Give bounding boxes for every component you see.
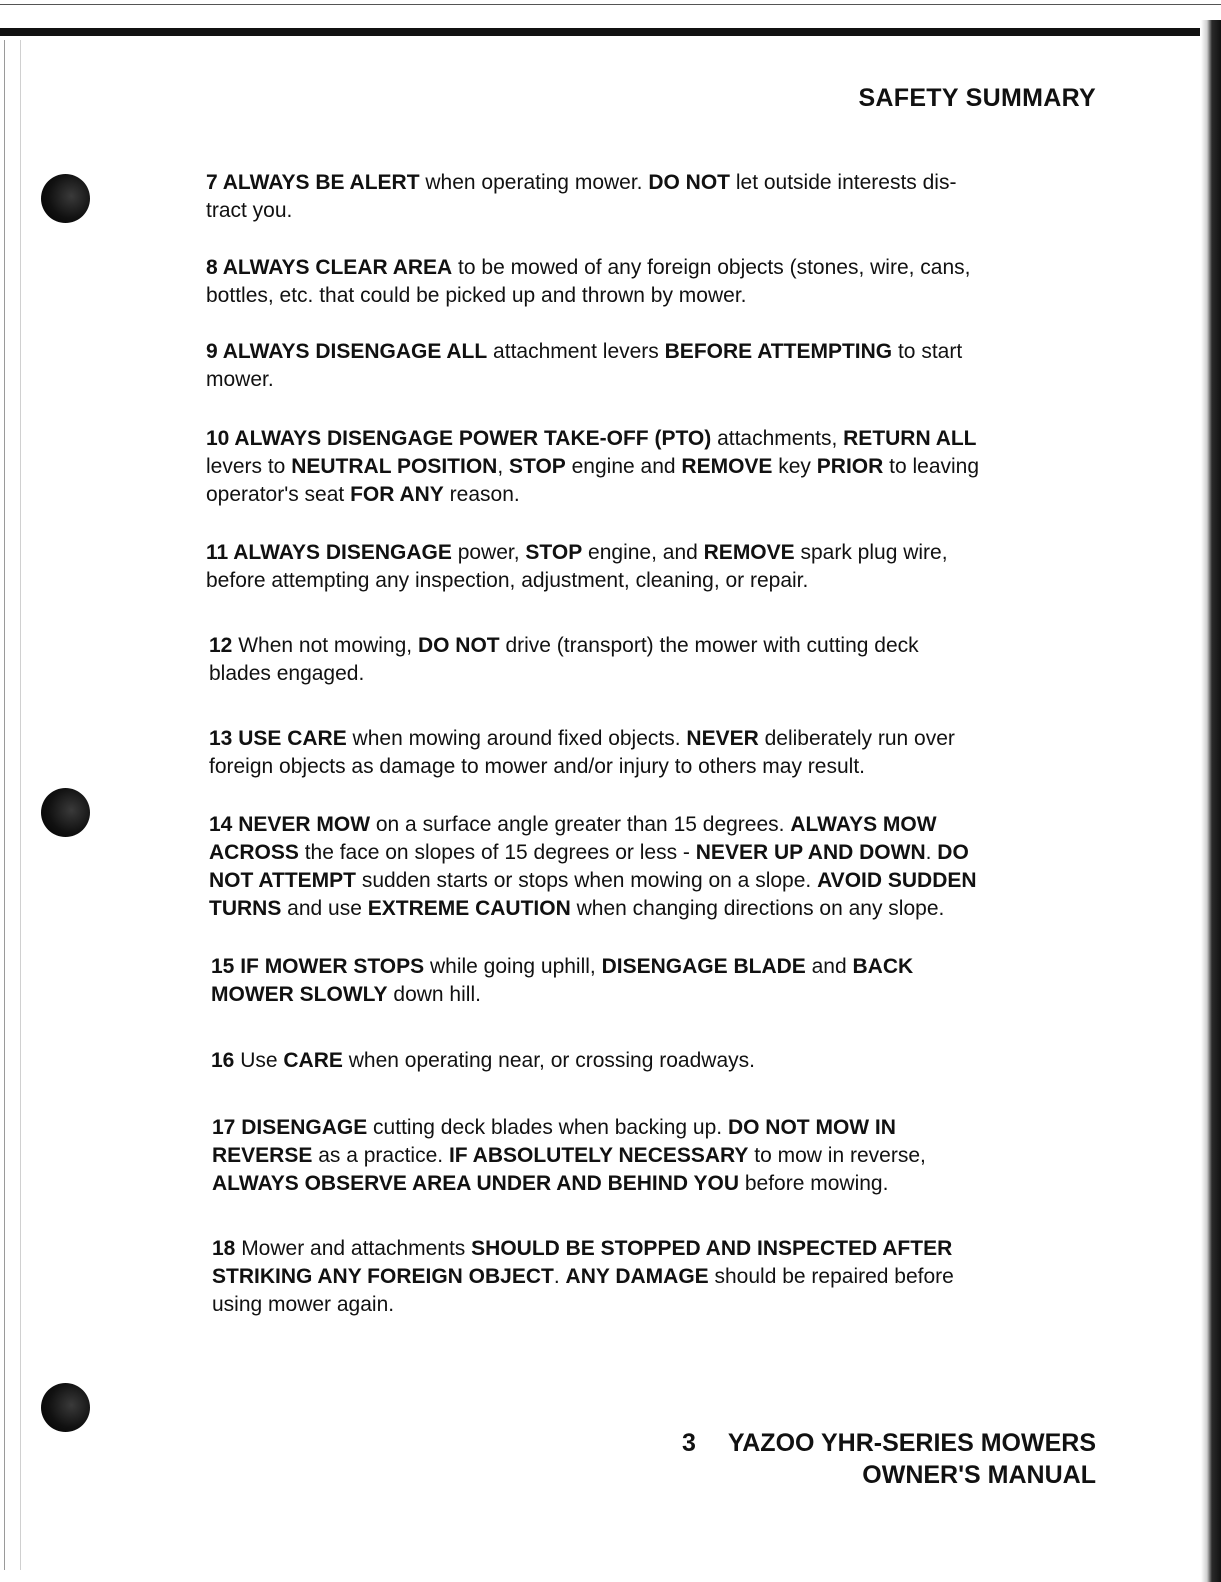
- item-line: [209, 660, 919, 688]
- safety-item-14: [209, 811, 977, 923]
- body-text: should be repaired before: [708, 1265, 954, 1288]
- bold-text: ACROSS: [209, 841, 299, 864]
- bold-text: NEVER UP AND DOWN: [695, 841, 926, 864]
- body-text: and: [805, 955, 853, 978]
- body-text: deliberately run over: [758, 727, 955, 750]
- safety-item-9: [206, 338, 962, 394]
- bold-text: REMOVE: [703, 541, 795, 564]
- body-text: when operating mower.: [419, 171, 649, 194]
- bold-text: AVOID SUDDEN: [817, 869, 977, 892]
- bold-text: BEFORE ATTEMPTING: [664, 340, 893, 363]
- bold-text: RETURN ALL: [843, 427, 977, 450]
- body-text: to mow in reverse,: [748, 1144, 926, 1167]
- item-line: [209, 895, 977, 923]
- body-text: spark plug wire,: [794, 541, 948, 564]
- item-line: [206, 481, 979, 509]
- bold-text: ALWAYS MOW: [790, 813, 937, 836]
- bold-text: REVERSE: [212, 1144, 313, 1167]
- item-line: [206, 282, 970, 310]
- body-text: bottles, etc. that could be picked up and thrown by mower.: [206, 284, 747, 307]
- footer-line-2: OWNER'S MANUAL: [862, 1461, 1096, 1489]
- body-text: sudden starts or stops when mowing on a slope.: [355, 869, 818, 892]
- bold-text: NEVER: [686, 727, 759, 750]
- body-text: as a practice.: [312, 1144, 449, 1167]
- item-line: [212, 1235, 954, 1263]
- body-text: .: [553, 1265, 566, 1288]
- bold-text: CARE: [283, 1049, 343, 1072]
- body-text: before mowing.: [739, 1172, 889, 1195]
- item-line: [209, 839, 977, 867]
- body-text: when changing directions on any slope.: [570, 897, 945, 920]
- body-text: let outside interests dis-: [730, 171, 957, 194]
- item-line: [206, 169, 956, 197]
- body-text: to leaving: [883, 455, 980, 478]
- scan-top-line: [0, 4, 1221, 5]
- item-line: [209, 753, 955, 781]
- item-line: [206, 567, 948, 595]
- safety-item-8: [206, 254, 970, 310]
- item-line: [209, 725, 955, 753]
- body-text: operator's seat: [206, 483, 351, 506]
- item-line: [212, 1142, 926, 1170]
- body-text: on a surface angle greater than 15 degrees.: [370, 813, 791, 836]
- item-line: [209, 867, 977, 895]
- item-line: [209, 811, 977, 839]
- body-text: reason.: [443, 483, 520, 506]
- scan-top-border: [0, 28, 1200, 36]
- item-line: [206, 425, 979, 453]
- bold-text: 11 ALWAYS DISENGAGE: [206, 541, 452, 564]
- body-text: down hill.: [387, 983, 481, 1006]
- page-footer: [682, 1427, 1096, 1491]
- safety-item-10: [206, 425, 979, 509]
- body-text: Use: [234, 1049, 284, 1072]
- item-line: [212, 1114, 926, 1142]
- item-line: [206, 539, 948, 567]
- safety-item-11: [206, 539, 948, 595]
- safety-item-18: [212, 1235, 954, 1319]
- body-text: using mower again.: [212, 1293, 395, 1316]
- body-text: to be mowed of any foreign objects (stones, wire, cans,: [452, 256, 971, 279]
- bold-text: 16: [211, 1049, 235, 1072]
- body-text: drive (transport) the mower with cutting deck: [499, 634, 919, 657]
- item-line: [206, 366, 962, 394]
- item-line: [206, 197, 956, 225]
- bold-text: 17 DISENGAGE: [212, 1116, 368, 1139]
- bold-text: 7 ALWAYS BE ALERT: [206, 171, 420, 194]
- safety-item-17: [212, 1114, 926, 1198]
- safety-item-15: [211, 953, 913, 1009]
- body-text: engine, and: [582, 541, 704, 564]
- item-line: [206, 254, 970, 282]
- bold-text: FOR ANY: [350, 483, 444, 506]
- bold-text: NEUTRAL POSITION: [291, 455, 498, 478]
- footer-line-1: [682, 1427, 1096, 1459]
- body-text: blades engaged.: [209, 662, 365, 685]
- bold-text: DO NOT: [648, 171, 731, 194]
- safety-item-7: [206, 169, 956, 225]
- body-text: When not mowing,: [232, 634, 418, 657]
- bold-text: DISENGAGE BLADE: [601, 955, 806, 978]
- bold-text: NOT ATTEMPT: [209, 869, 356, 892]
- bold-text: REMOVE: [681, 455, 773, 478]
- bold-text: 15 IF MOWER STOPS: [211, 955, 425, 978]
- body-text: while going uphill,: [424, 955, 602, 978]
- bold-text: 14 NEVER MOW: [209, 813, 371, 836]
- body-text: cutting deck blades when backing up.: [367, 1116, 728, 1139]
- body-text: power,: [451, 541, 526, 564]
- body-text: attachment levers: [487, 340, 665, 363]
- manual-title: YAZOO YHR-SERIES MOWERS: [727, 1429, 1096, 1457]
- bold-text: STOP: [525, 541, 583, 564]
- punch-hole-bottom: [41, 1383, 90, 1432]
- bold-text: ALWAYS OBSERVE AREA UNDER AND BEHIND YOU: [212, 1172, 740, 1195]
- body-text: Mower and attachments: [235, 1237, 472, 1260]
- body-text: attachments,: [711, 427, 844, 450]
- bold-text: DO NOT MOW IN: [727, 1116, 896, 1139]
- body-text: to start: [892, 340, 963, 363]
- bold-text: SHOULD BE STOPPED AND INSPECTED AFTER: [471, 1237, 953, 1260]
- safety-item-13: [209, 725, 955, 781]
- body-text: .: [925, 841, 938, 864]
- bold-text: EXTREME CAUTION: [367, 897, 571, 920]
- item-line: [212, 1291, 954, 1319]
- item-line: [211, 1047, 755, 1075]
- body-text: ,: [497, 455, 509, 478]
- item-line: [212, 1263, 954, 1291]
- punch-hole-top: [41, 174, 90, 223]
- body-text: foreign objects as damage to mower and/or injury to others may result.: [209, 755, 865, 778]
- body-text: and use: [281, 897, 368, 920]
- body-text: the face on slopes of 15 degrees or less -: [298, 841, 696, 864]
- item-line: [206, 453, 979, 481]
- item-line: [212, 1170, 926, 1198]
- body-text: when mowing around fixed objects.: [346, 727, 687, 750]
- scan-left-edge: [4, 40, 5, 1570]
- bold-text: DO: [937, 841, 969, 864]
- page-number: 3: [681, 1429, 696, 1457]
- bold-text: TURNS: [209, 897, 282, 920]
- bold-text: STRIKING ANY FOREIGN OBJECT: [212, 1265, 554, 1288]
- body-text: key: [772, 455, 817, 478]
- body-text: when operating near, or crossing roadways.: [342, 1049, 755, 1072]
- bold-text: STOP: [509, 455, 566, 478]
- body-text: before attempting any inspection, adjustment, cleaning, or repair.: [206, 569, 809, 592]
- bold-text: MOWER SLOWLY: [211, 983, 388, 1006]
- bold-text: 18: [212, 1237, 236, 1260]
- bold-text: 9 ALWAYS DISENGAGE ALL: [206, 340, 488, 363]
- punch-hole-middle: [41, 788, 90, 837]
- bold-text: ANY DAMAGE: [565, 1265, 709, 1288]
- bold-text: 8 ALWAYS CLEAR AREA: [206, 256, 453, 279]
- page-title: SAFETY SUMMARY: [858, 84, 1096, 112]
- bold-text: 13 USE CARE: [209, 727, 347, 750]
- bold-text: 12: [209, 634, 233, 657]
- item-line: [211, 981, 913, 1009]
- body-text: engine and: [565, 455, 682, 478]
- item-line: [206, 338, 962, 366]
- bold-text: BACK: [852, 955, 914, 978]
- bold-text: DO NOT: [417, 634, 500, 657]
- body-text: mower.: [206, 368, 274, 391]
- scan-right-edge: [1201, 20, 1221, 1582]
- safety-item-12: [209, 632, 919, 688]
- body-text: tract you.: [206, 199, 293, 222]
- bold-text: PRIOR: [816, 455, 884, 478]
- item-line: [209, 632, 919, 660]
- bold-text: IF ABSOLUTELY NECESSARY: [448, 1144, 749, 1167]
- body-text: levers to: [206, 455, 292, 478]
- scan-left-edge-inner: [20, 40, 21, 1570]
- safety-item-16: [211, 1047, 755, 1075]
- bold-text: 10 ALWAYS DISENGAGE POWER TAKE-OFF (PTO): [206, 427, 712, 450]
- item-line: [211, 953, 913, 981]
